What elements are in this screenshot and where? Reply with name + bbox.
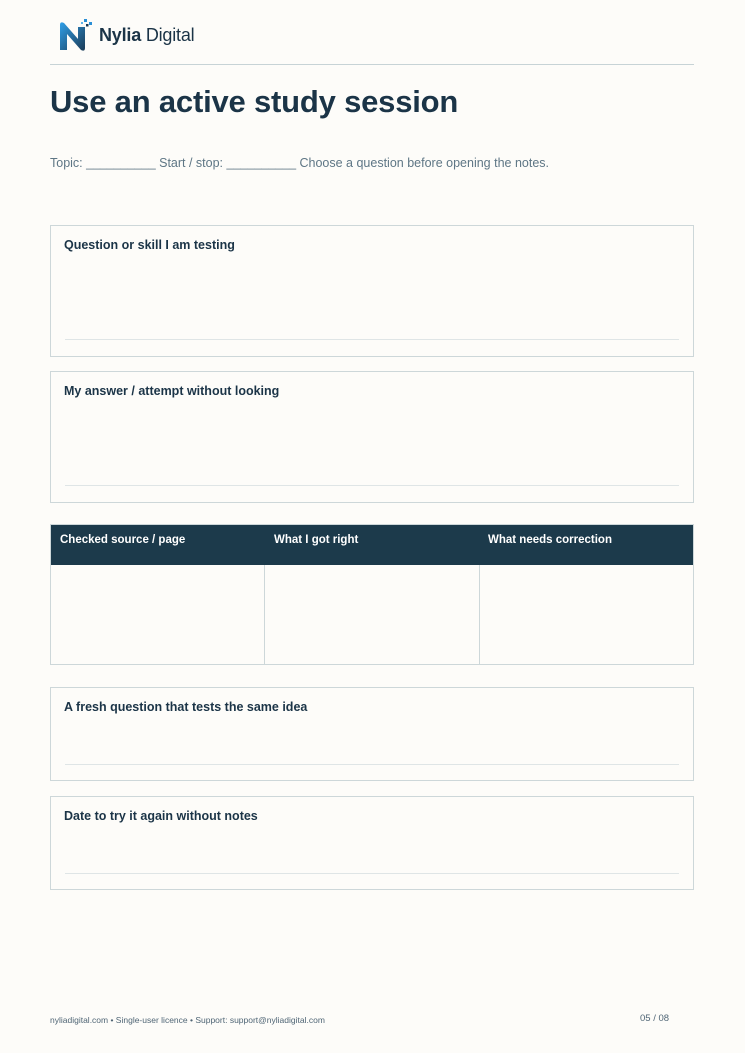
section-label: My answer / attempt without looking: [64, 384, 280, 398]
meta-line: Topic: __________ Start / stop: __________ Choose a question before opening the notes.: [50, 156, 549, 170]
page-number: 05 / 08: [640, 1013, 670, 1024]
writing-line: [65, 485, 679, 486]
table-header-row: [51, 525, 693, 565]
brand-logo: [58, 17, 194, 53]
brand-name: [99, 26, 194, 44]
check-table: [50, 524, 694, 665]
section-retry-date-box[interactable]: [50, 796, 694, 890]
table-cell-source[interactable]: [51, 565, 265, 664]
writing-line: [65, 764, 679, 765]
section-label: Question or skill I am testing: [64, 238, 235, 252]
section-label: A fresh question that tests the same idea: [64, 700, 308, 714]
page-title: Use an active study session: [50, 84, 459, 119]
table-header-cell: Checked source / page: [60, 534, 186, 546]
section-answer-box[interactable]: [50, 371, 694, 503]
header-divider: [50, 64, 694, 65]
table-cell-correction[interactable]: [480, 565, 693, 664]
footer-text: nyliadigital.com • Single-user licence • Support: support@nyliadigital.com: [50, 1015, 325, 1025]
nylia-logo-icon: [58, 17, 94, 53]
brand-name-light: Digital: [141, 25, 195, 45]
writing-line: [65, 339, 679, 340]
table-row: [51, 565, 693, 664]
table-header-cell: What I got right: [274, 534, 359, 546]
section-fresh-question-box[interactable]: [50, 687, 694, 781]
section-label: Date to try it again without notes: [64, 809, 258, 823]
section-question-box[interactable]: [50, 225, 694, 357]
brand-name-bold: Nylia: [99, 25, 142, 45]
table-header-cell: What needs correction: [488, 534, 612, 546]
writing-line: [65, 873, 679, 874]
table-cell-right[interactable]: [265, 565, 479, 664]
